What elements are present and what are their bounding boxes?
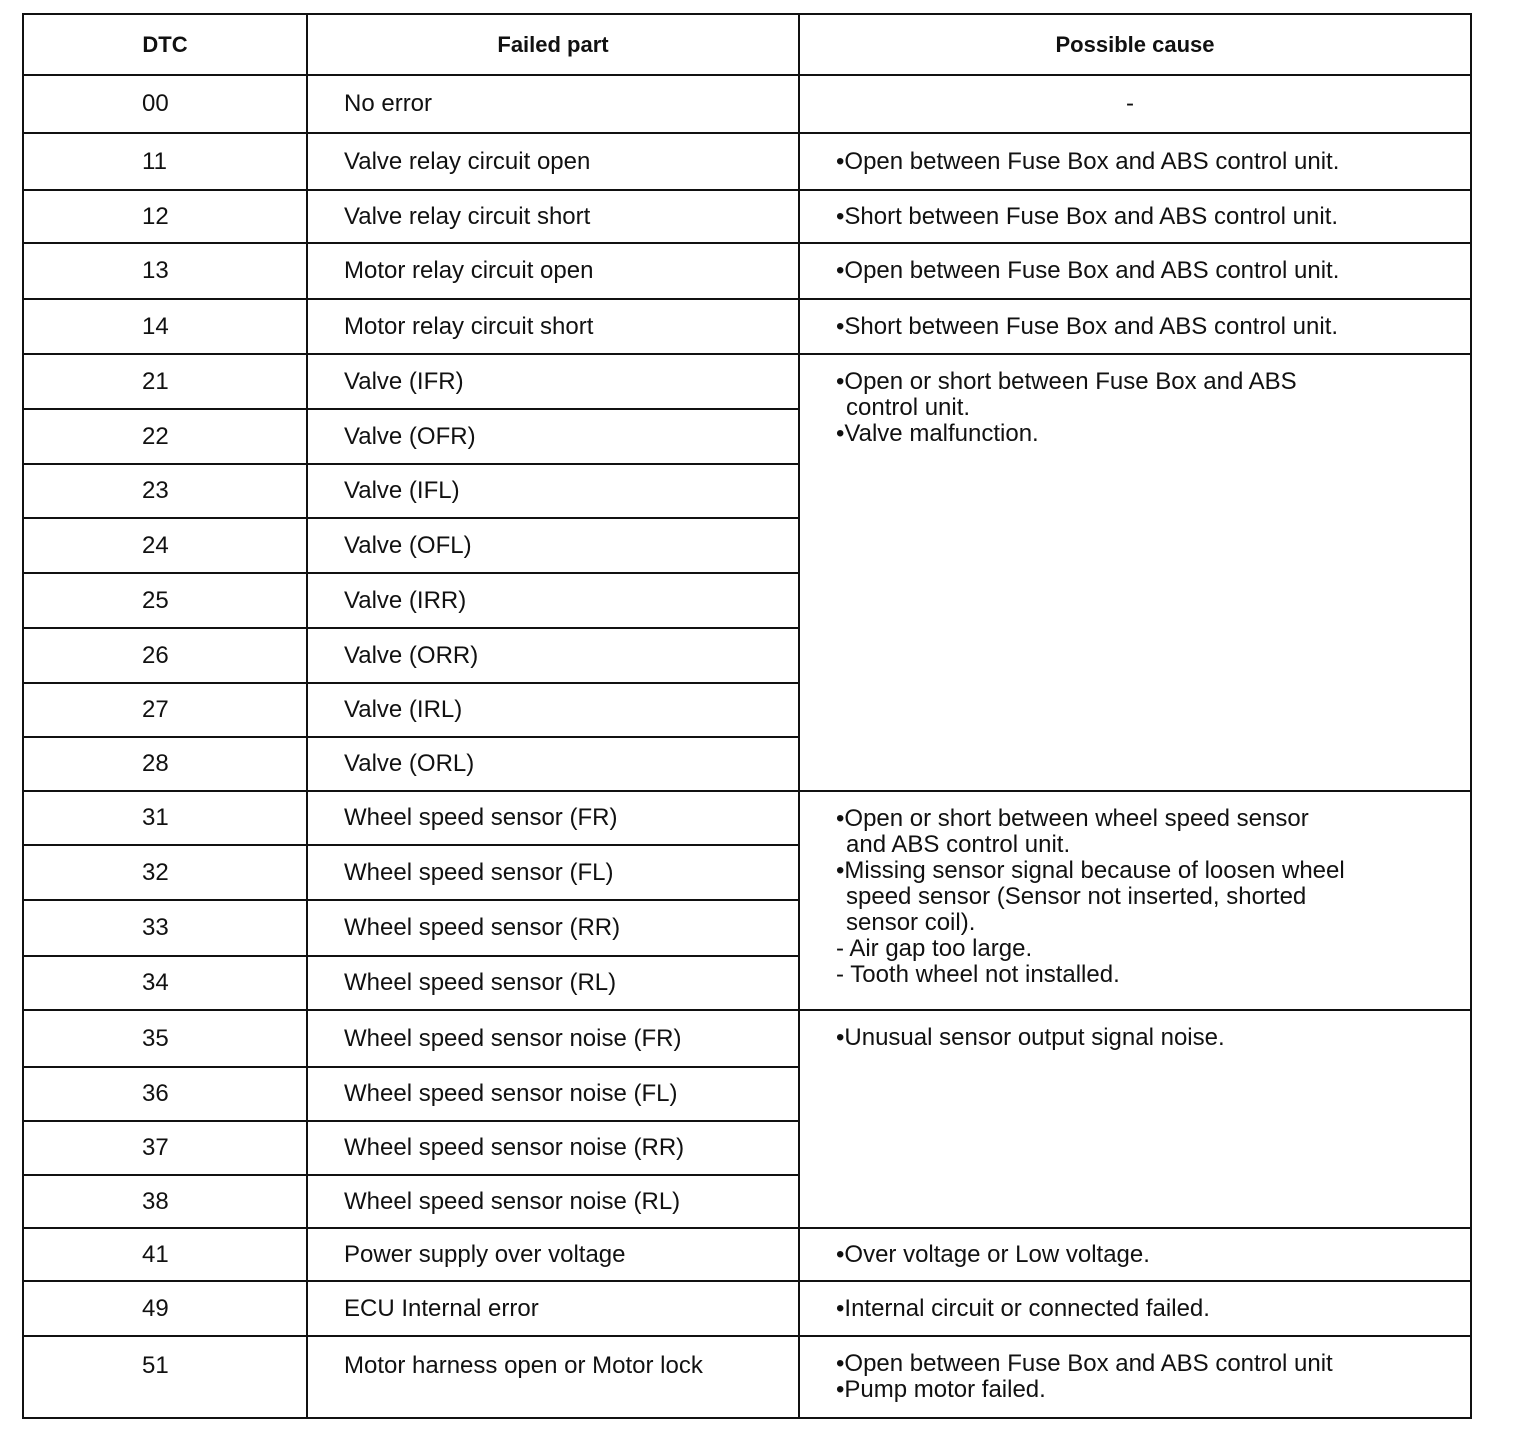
table-row [23,190,1471,243]
dtc-code: 26 [23,628,307,683]
possible-cause: •Short between Fuse Box and ABS control unit. [799,299,1471,354]
dtc-code: 25 [23,573,307,628]
possible-cause [799,1010,1471,1228]
possible-cause: •Open between Fuse Box and ABS control unit. [799,133,1471,190]
dtc-code: 11 [23,133,307,190]
cause-line: control unit. [846,394,971,421]
cause-line: •Open or short between Fuse Box and ABS [836,368,1297,395]
dtc-code: 38 [23,1175,307,1228]
dtc-code: 22 [23,409,307,464]
table-row [23,791,1471,845]
cause-line: •Unusual sensor output signal noise. [836,1024,1225,1051]
cause-line: - Air gap too large. [836,935,1033,962]
cause-line: and ABS control unit. [846,831,1071,858]
failed-part: Wheel speed sensor (RL) [307,956,799,1010]
table-row [23,1010,1471,1067]
dtc-code: 24 [23,518,307,573]
dtc-code: 32 [23,845,307,900]
table-row [23,299,1471,354]
failed-part: Valve relay circuit open [307,133,799,190]
failed-part: Valve (ORR) [307,628,799,683]
failed-part: Power supply over voltage [307,1228,799,1281]
dtc-code: 41 [23,1228,307,1281]
dtc-code: 28 [23,737,307,791]
dtc-code: 37 [23,1121,307,1175]
dtc-code: 49 [23,1281,307,1336]
dtc-code: 34 [23,956,307,1010]
failed-part: Motor harness open or Motor lock [307,1336,799,1418]
failed-part: Wheel speed sensor noise (RL) [307,1175,799,1228]
failed-part: Valve (OFL) [307,518,799,573]
possible-cause: •Open between Fuse Box and ABS control unit. [799,243,1471,299]
possible-cause: •Internal circuit or connected failed. [799,1281,1471,1336]
dtc-code: 36 [23,1067,307,1121]
failed-part: Wheel speed sensor noise (FL) [307,1067,799,1121]
cause-line: •Open between Fuse Box and ABS control unit [836,1350,1333,1377]
cause-line: - Tooth wheel not installed. [836,961,1120,988]
dtc-table [22,13,1472,1419]
header-possible-cause: Possible cause [799,14,1471,75]
cause-line: •Missing sensor signal because of loosen wheel [836,857,1345,884]
failed-part: Wheel speed sensor (RR) [307,900,799,956]
failed-part: Valve (IRL) [307,683,799,737]
possible-cause: •Short between Fuse Box and ABS control unit. [799,190,1471,243]
failed-part: Wheel speed sensor noise (RR) [307,1121,799,1175]
failed-part: Motor relay circuit open [307,243,799,299]
dtc-code: 23 [23,464,307,518]
failed-part: Valve (OFR) [307,409,799,464]
table-row [23,1228,1471,1281]
cause-line: •Valve malfunction. [836,420,1039,447]
table-row [23,243,1471,299]
failed-part: Valve (IFL) [307,464,799,518]
failed-part: ECU Internal error [307,1281,799,1336]
header-dtc: DTC [23,14,307,75]
table-row [23,133,1471,190]
dtc-code: 51 [23,1336,307,1418]
possible-cause: - [799,75,1471,133]
failed-part: Valve (IFR) [307,354,799,409]
failed-part: Wheel speed sensor (FL) [307,845,799,900]
failed-part: Valve (IRR) [307,573,799,628]
table-row [23,75,1471,133]
dtc-code: 14 [23,299,307,354]
table-row [23,354,1471,409]
dtc-code: 12 [23,190,307,243]
dtc-code: 13 [23,243,307,299]
header-failed-part: Failed part [307,14,799,75]
dtc-code: 33 [23,900,307,956]
possible-cause [799,354,1471,791]
cause-line: •Open or short between wheel speed sensor [836,805,1309,832]
table-row [23,1336,1471,1418]
cause-line: •Pump motor failed. [836,1376,1046,1403]
dtc-code: 31 [23,791,307,845]
failed-part: Wheel speed sensor (FR) [307,791,799,845]
dtc-code: 21 [23,354,307,409]
table-row [23,1281,1471,1336]
failed-part: Valve relay circuit short [307,190,799,243]
dtc-code: 27 [23,683,307,737]
possible-cause [799,791,1471,1010]
header-row [23,14,1471,75]
dtc-code: 35 [23,1010,307,1067]
possible-cause [799,1336,1471,1418]
dtc-code: 00 [23,75,307,133]
cause-line: speed sensor (Sensor not inserted, shorted [846,883,1307,910]
failed-part: No error [307,75,799,133]
cause-line: sensor coil). [846,909,976,936]
possible-cause: •Over voltage or Low voltage. [799,1228,1471,1281]
failed-part: Valve (ORL) [307,737,799,791]
failed-part: Motor relay circuit short [307,299,799,354]
failed-part: Wheel speed sensor noise (FR) [307,1010,799,1067]
